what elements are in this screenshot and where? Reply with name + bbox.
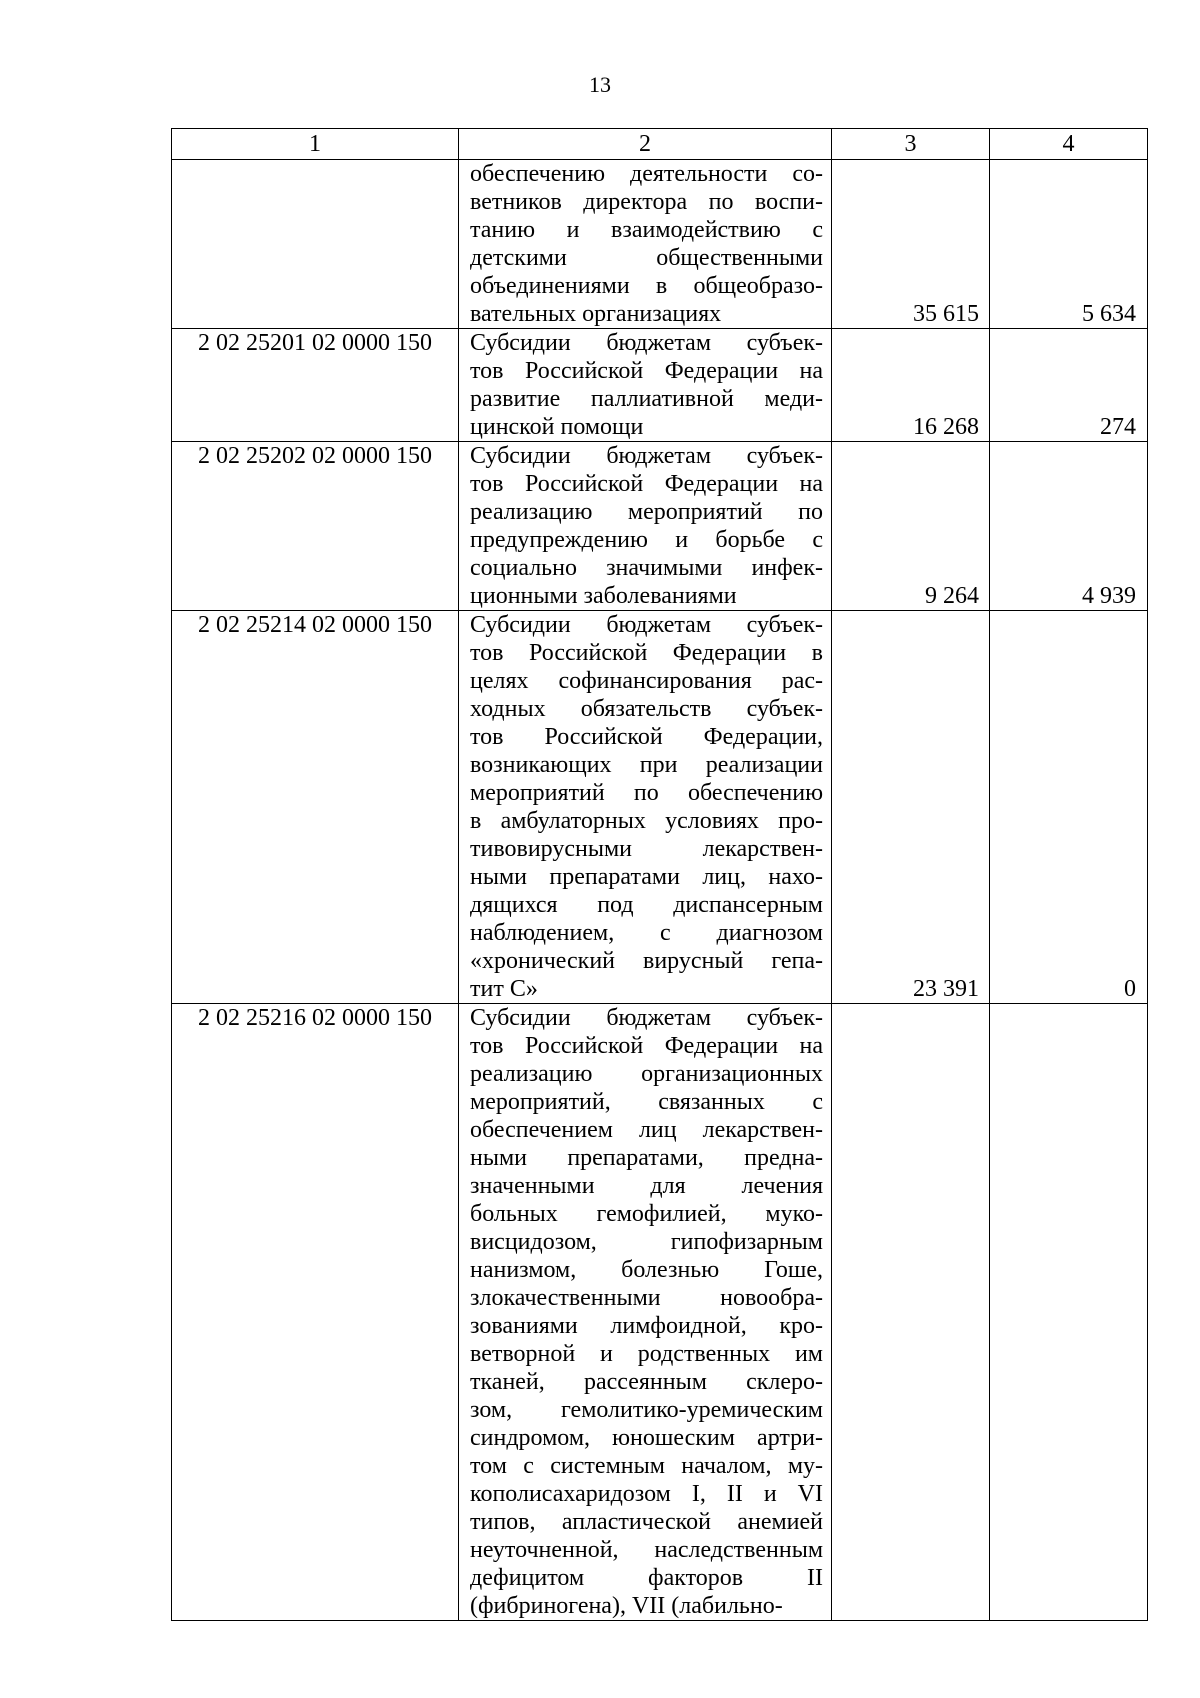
description-line: ходных обязательств субъек- [470, 696, 823, 722]
description-cell [459, 442, 832, 611]
description-line: тканей, рассеянным склеро- [470, 1369, 823, 1395]
amount-col3-cell: 23 391 [832, 611, 990, 1004]
description-line: ными препаратами лиц, нахо- [470, 864, 823, 890]
description-line: тивовирусными лекарствен- [470, 836, 823, 862]
description-line: ветников директора по воспи- [470, 189, 823, 215]
column-header: 1 [172, 129, 459, 160]
description-cell [459, 160, 832, 329]
amount-col4-cell [990, 1004, 1148, 1621]
description-line: тов Российской Федерации на [470, 471, 823, 497]
description-line: предупреждению и борьбе с [470, 527, 823, 553]
column-header: 4 [990, 129, 1148, 160]
description-line: «хронический вирусный гепа- [470, 948, 823, 974]
description-line: ционными заболеваниями [470, 583, 737, 609]
table-row [172, 329, 1148, 442]
column-header: 3 [832, 129, 990, 160]
budget-code-cell: 2 02 25216 02 0000 150 [172, 1004, 459, 1621]
description-line: возникающих при реализации [470, 752, 823, 778]
description-line: типов, апластической анемией [470, 1509, 823, 1535]
description-line: вательных организациях [470, 301, 722, 327]
table-row [172, 1004, 1148, 1621]
amount-col3-cell: 35 615 [832, 160, 990, 329]
amount-col4-cell: 5 634 [990, 160, 1148, 329]
amount-col4-cell: 274 [990, 329, 1148, 442]
description-line: висцидозом, гипофизарным [470, 1229, 823, 1255]
table-header-row [172, 129, 1148, 160]
table-row [172, 611, 1148, 1004]
amount-col3-cell: 16 268 [832, 329, 990, 442]
description-line: дефицитом факторов II [470, 1565, 823, 1591]
description-line: зованиями лимфоидной, кро- [470, 1313, 823, 1339]
amount-col3-cell [832, 1004, 990, 1621]
description-cell [459, 611, 832, 1004]
description-line: тов Российской Федерации, [470, 724, 823, 750]
amount-col4-cell: 4 939 [990, 442, 1148, 611]
description-line: ными препаратами, предна- [470, 1145, 823, 1171]
description-line: Субсидии бюджетам субъек- [470, 330, 823, 356]
description-line: обеспечением лиц лекарствен- [470, 1117, 823, 1143]
description-line: реализацию организационных [470, 1061, 823, 1087]
description-line: том с системным началом, му- [470, 1453, 823, 1479]
description-line: целях софинансирования рас- [470, 668, 823, 694]
description-line: значенными для лечения [470, 1173, 823, 1199]
description-line: танию и взаимодействию с [470, 217, 823, 243]
amount-col3-cell: 9 264 [832, 442, 990, 611]
page-number: 13 [589, 72, 611, 97]
budget-code-cell [172, 160, 459, 329]
description-line: кополисахаридозом I, II и VI [470, 1481, 823, 1507]
description-line: больных гемофилией, муко- [470, 1201, 823, 1227]
description-line: Субсидии бюджетам субъек- [470, 1005, 823, 1031]
description-line: цинской помощи [470, 414, 644, 440]
description-line: обеспечению деятельности со- [470, 161, 823, 187]
amount-col4-cell: 0 [990, 611, 1148, 1004]
description-line: Субсидии бюджетам субъек- [470, 443, 823, 469]
description-line: реализацию мероприятий по [470, 499, 823, 525]
table-row [172, 442, 1148, 611]
description-line: тов Российской Федерации на [470, 358, 823, 384]
description-line: (фибриногена), VII (лабильно- [470, 1593, 783, 1619]
description-line: Субсидии бюджетам субъек- [470, 612, 823, 638]
description-line: неуточненной, наследственным [470, 1537, 823, 1563]
description-line: развитие паллиативной меди- [470, 386, 823, 412]
column-header: 2 [459, 129, 832, 160]
description-line: мероприятий, связанных с [470, 1089, 823, 1115]
description-line: дящихся под диспансерным [470, 892, 823, 918]
description-line: объединениями в общеобразо- [470, 273, 823, 299]
description-line: нанизмом, болезнью Гоше, [470, 1257, 823, 1283]
description-line: наблюдением, с диагнозом [470, 920, 823, 946]
description-cell [459, 1004, 832, 1621]
budget-code-cell: 2 02 25201 02 0000 150 [172, 329, 459, 442]
description-line: тов Российской Федерации в [470, 640, 823, 666]
description-line: ветворной и родственных им [470, 1341, 823, 1367]
description-line: мероприятий по обеспечению [470, 780, 823, 806]
table-row [172, 160, 1148, 329]
description-line: тов Российской Федерации на [470, 1033, 823, 1059]
description-line: социально значимыми инфек- [470, 555, 823, 581]
budget-table [171, 128, 1148, 1621]
description-line: синдромом, юношеским артри- [470, 1425, 823, 1451]
description-line: тит С» [470, 976, 538, 1002]
description-cell [459, 329, 832, 442]
budget-code-cell: 2 02 25202 02 0000 150 [172, 442, 459, 611]
description-line: злокачественными новообра- [470, 1285, 823, 1311]
budget-code-cell: 2 02 25214 02 0000 150 [172, 611, 459, 1004]
description-line: зом, гемолитико-уремическим [470, 1397, 823, 1423]
description-line: в амбулаторных условиях про- [470, 808, 823, 834]
description-line: детскими общественными [470, 245, 823, 271]
